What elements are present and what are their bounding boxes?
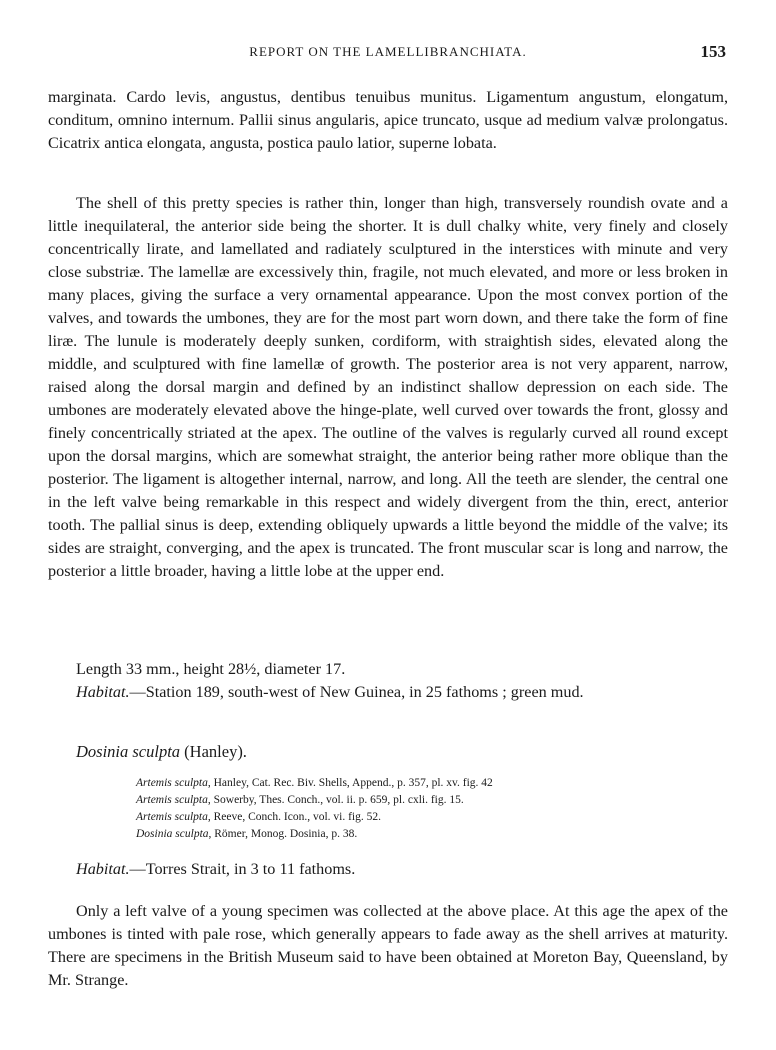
species-author: (Hanley). [180, 742, 247, 761]
reference-line [136, 792, 493, 809]
reference-name: Artemis sculpta [136, 794, 208, 806]
latin-description: marginata. Cardo levis, angustus, dentibus tenuibus munitus. Ligamentum angustum, elongatum, conditum, omnino internum. Pallii sinus angularis, apice truncato, usque ad medium valvæ prolongatus. Cicatrix antica elongata, angusta, postica paulo latior, superne lobata. [48, 88, 728, 152]
page-number: 153 [700, 42, 726, 61]
running-title: REPORT ON THE LAMELLIBRANCHIATA. [249, 44, 527, 59]
running-head [0, 44, 776, 66]
reference-citation: , Hanley, Cat. Rec. Biv. Shells, Append., p. 357, pl. xv. fig. 42 [207, 777, 493, 789]
habitat-line-2 [76, 860, 355, 879]
species-heading [76, 742, 247, 762]
habitat-text: —Torres Strait, in 3 to 11 fathoms. [129, 860, 356, 878]
habitat-text: —Station 189, south-west of New Guinea, in 25 fathoms ; green mud. [129, 683, 584, 701]
description-paragraph: The shell of this pretty species is rather thin, longer than high, transversely roundish ovate and a little inequilateral, the anterior side being the shorter. It is dull chalky white, very finely and closely concentrically lirate, and lamellated and radiately sculptured in the interstices with minute and very close substriæ. The lamellæ are excessively thin, fragile, not much elevated, and more or less broken in many places, giving the surface a very ornamental appearance. Upon the most convex portion of the valves, and towards the umbones, they are for the most part worn down, and there take the form of fine liræ. The lunule is moderately deeply sunken, cordiform, with straightish sides, elevated along the middle, and sculptured with fine lamellæ of growth. The posterior area is not very apparent, narrow, raised along the dorsal margin and defined by an indistinct shallow depression on each side. The umbones are moderately elevated above the hinge-plate, well curved over towards the front, glossy and finely concentrically striated at the apex. The outline of the valves is regularly curved all round except upon the dorsal margins, which are somewhat straight, the anterior being rather more oblique than the posterior. The ligament is altogether internal, narrow, and long. All the teeth are slender, the central one in the left valve being remarkable in this respect and widely divergent from the thin, erect, anterior tooth. The pallial sinus is deep, extending obliquely upwards a little beyond the middle of the valve; its sides are straight, converging, and the apex is truncated. The front muscular scar is long and narrow, the posterior a little broader, having a little lobe at the upper end. [48, 194, 728, 580]
species-name: Dosinia sculpta [76, 742, 181, 761]
reference-citation: , Sowerby, Thes. Conch., vol. ii. p. 659, pl. cxli. fig. 15. [207, 794, 464, 806]
reference-line [136, 775, 493, 792]
synonymy-references [136, 775, 493, 843]
habitat-label: Habitat. [76, 860, 130, 878]
reference-citation: , Römer, Monog. Dosinia, p. 38. [208, 828, 358, 840]
habitat-line-1 [76, 683, 584, 702]
reference-line [136, 826, 493, 843]
habitat-label: Habitat. [76, 683, 130, 701]
reference-name: Artemis sculpta [136, 811, 208, 823]
closing-paragraph: Only a left valve of a young specimen was collected at the above place. At this age the apex of the umbones is tinted with pale rose, which generally appears to fade away as the shell arrives at maturity. There are specimens in the British Museum said to have been obtained at Moreton Bay, Queensland, by Mr. Strange. [48, 902, 728, 989]
reference-citation: , Reeve, Conch. Icon., vol. vi. fig. 52. [207, 811, 381, 823]
measurements: Length 33 mm., height 28½, diameter 17. [76, 660, 346, 678]
reference-name: Artemis sculpta [136, 777, 208, 789]
reference-line [136, 809, 493, 826]
reference-name: Dosinia sculpta [136, 828, 209, 840]
